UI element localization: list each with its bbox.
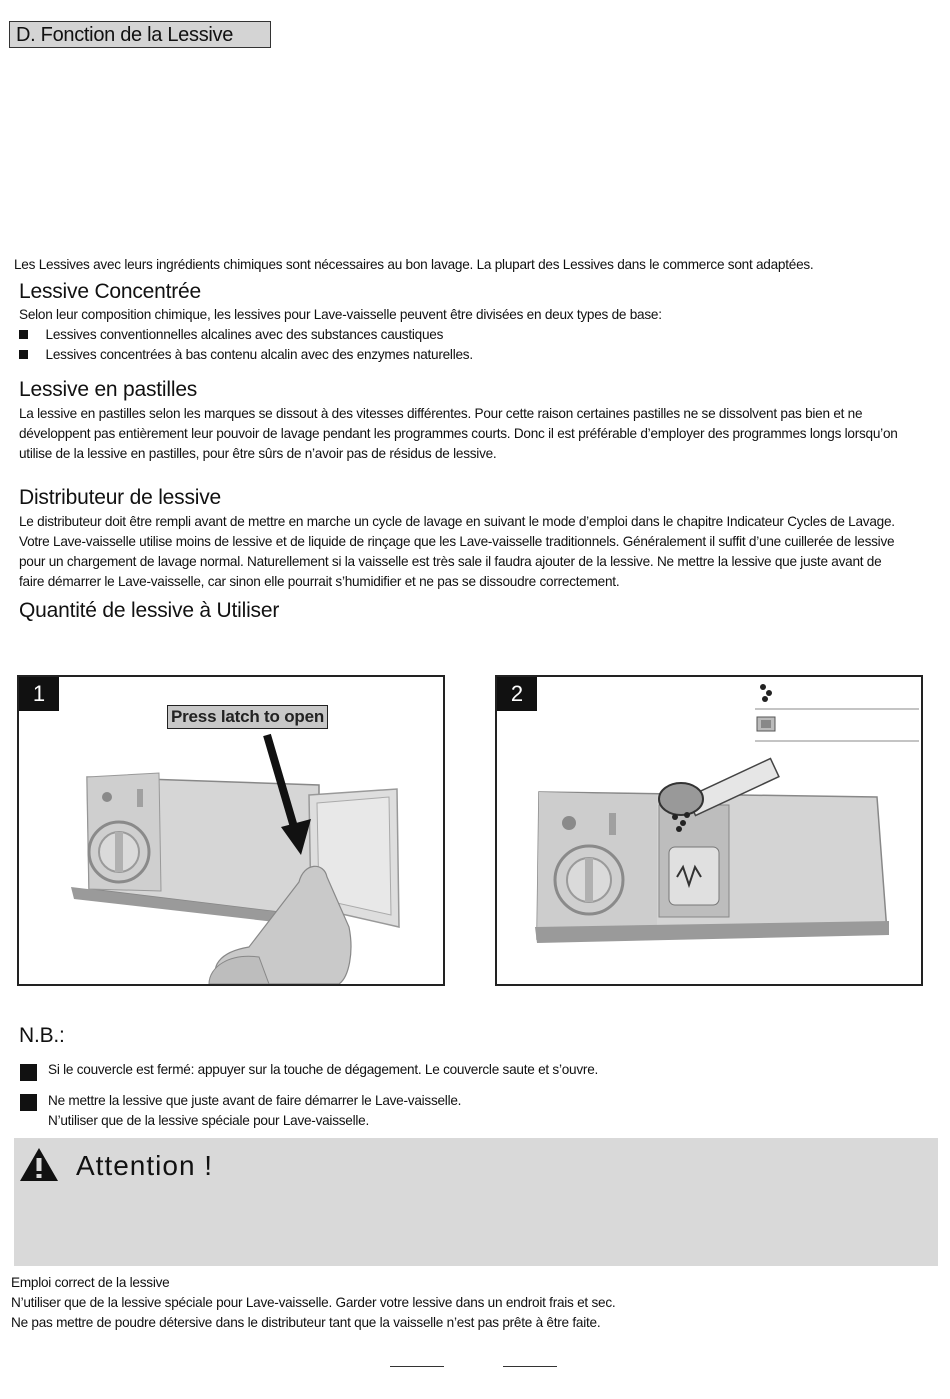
attention-box xyxy=(14,1138,938,1266)
heading-distributeur: Distributeur de lessive xyxy=(19,486,221,509)
warning-triangle-icon xyxy=(19,1147,59,1182)
bullet-item xyxy=(19,325,919,345)
emploi-line: N’utiliser que de la lessive spéciale pour Lave-vaisselle. Garder votre lessive dans un endroit frais et sec. xyxy=(11,1295,616,1310)
bullet-square xyxy=(20,1064,37,1081)
concentree-text: Selon leur composition chimique, les lessives pour Lave-vaisselle peuvent être divisées en deux types de base: xyxy=(19,307,662,322)
bullet-square xyxy=(19,330,28,339)
distributeur-line: faire démarrer le Lave-vaisselle, car sinon elle pourrait s’humidifier et ne pas se dissoudre correctement. xyxy=(19,574,620,589)
bullet-item xyxy=(19,345,919,365)
footer-line xyxy=(503,1366,557,1367)
figure-2 xyxy=(495,675,923,986)
dispenser-photo-2 xyxy=(497,677,921,984)
distributeur-line: Votre Lave-vaisselle utilise moins de lessive et de liquide de rinçage que les Lave-vaisselle traditionnels. Généralement il suffit d’une cuillerée de lessive xyxy=(19,534,895,549)
figure-1 xyxy=(17,675,445,986)
nb-item-line: Ne mettre la lessive que juste avant de faire démarrer le Lave-vaisselle. xyxy=(48,1093,462,1108)
bullet-text: Lessives concentrées à bas contenu alcalin avec des enzymes naturelles. xyxy=(45,347,473,362)
distributeur-line: Le distributeur doit être rempli avant de mettre en marche un cycle de lavage en suivant le mode d’emploi dans le chapitre Indicateur Cycles de Lavage. xyxy=(19,514,895,529)
tablet-icon xyxy=(757,717,775,731)
distributeur-line: pour un chargement de lavage normal. Naturellement si la vaisselle est très sale il faudra ajouter de la lessive. Ne mettre la lessive que juste avant de xyxy=(19,554,882,569)
figure-number: 1 xyxy=(19,677,59,711)
pastilles-line: La lessive en pastilles selon les marques se dissout à des vitesses différentes. Pour cette raison certaines pastilles ne se dissolvent pas bien et ne xyxy=(19,406,863,421)
nb-item-line: Si le couvercle est fermé: appuyer sur la touche de dégagement. Le couvercle saute et s’ouvre. xyxy=(48,1062,599,1077)
attention-title: Attention ! xyxy=(76,1150,214,1181)
heading-quantite: Quantité de lessive à Utiliser xyxy=(19,599,280,622)
bullet-square xyxy=(19,350,28,359)
heading-pastilles: Lessive en pastilles xyxy=(19,378,198,401)
heading-concentree: Lessive Concentrée xyxy=(19,280,202,303)
powder-icon xyxy=(760,684,772,702)
intro-text: Les Lessives avec leurs ingrédients chimiques sont nécessaires au bon lavage. La plupart des Lessives dans le commerce sont adaptées. xyxy=(14,257,814,272)
pastilles-line: utilise de la lessive en pastilles, pour être sûrs de n’avoir pas de résidus de lessive. xyxy=(19,446,497,461)
nb-heading: N.B.: xyxy=(19,1024,65,1047)
pastilles-line: développent pas entièrement leur pouvoir de lavage pendant les programmes courts. Donc il est préférable d’employer des programmes longs lorsqu’on xyxy=(19,426,898,441)
dispenser-photo-1 xyxy=(19,677,443,984)
footer-line xyxy=(390,1366,444,1367)
press-latch-label: Press latch to open xyxy=(167,705,328,729)
section-title: D. Fonction de la Lessive xyxy=(9,21,271,48)
emploi-line: Emploi correct de la lessive xyxy=(11,1275,170,1290)
nb-item-line: N’utiliser que de la lessive spéciale pour Lave-vaisselle. xyxy=(48,1113,369,1128)
figure-number: 2 xyxy=(497,677,537,711)
bullet-square xyxy=(20,1094,37,1111)
emploi-line: Ne pas mettre de poudre détersive dans le distributeur tant que la vaisselle n’est pas prête à être faite. xyxy=(11,1315,601,1330)
bullet-text: Lessives conventionnelles alcalines avec des substances caustiques xyxy=(45,327,444,342)
